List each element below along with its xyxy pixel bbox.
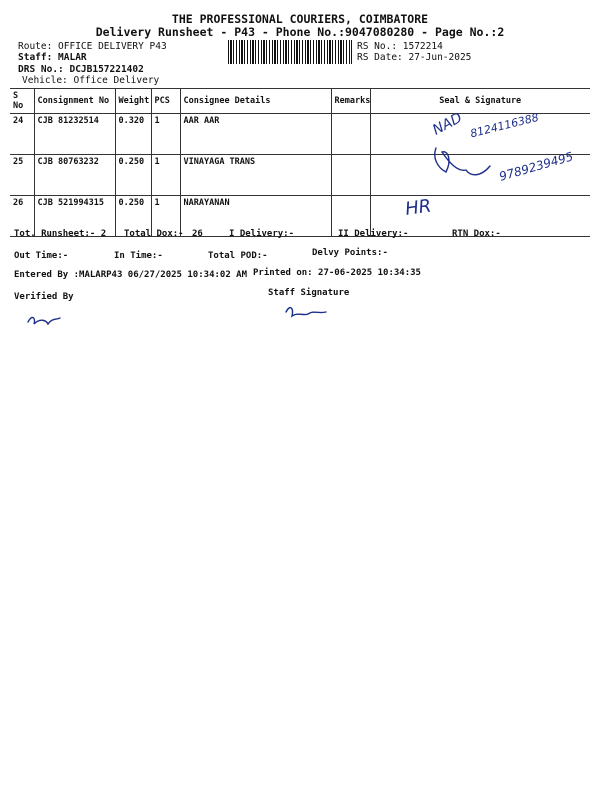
staff-label: Staff: MALAR xyxy=(18,52,87,63)
rtn-dox: RTN Dox:- xyxy=(452,229,501,239)
signature-scribble xyxy=(435,148,490,175)
cell-consignee: VINAYAGA TRANS xyxy=(180,155,331,196)
rs-number: RS No.: 1572214 xyxy=(357,41,443,52)
runsheet-title: Delivery Runsheet - P43 - Phone No.:9047080280 - Page No.:2 xyxy=(95,25,505,39)
cell-consignment: CJB 80763232 xyxy=(34,155,115,196)
in-time: In Time:- xyxy=(114,251,163,261)
cell-weight: 0.250 xyxy=(115,155,151,196)
staff-signature-label: Staff Signature xyxy=(268,288,350,298)
col-remarks: Remarks xyxy=(331,89,370,114)
cell-sno: 25 xyxy=(10,155,34,196)
i-delivery: I Delivery:- xyxy=(229,229,295,239)
cell-pcs: 1 xyxy=(151,196,180,237)
col-sno: S No xyxy=(10,89,34,114)
cell-consignment: CJB 81232514 xyxy=(34,114,115,155)
total-pod: Total POD:- xyxy=(208,251,268,261)
cell-weight: 0.250 xyxy=(115,196,151,237)
company-name: THE PROFESSIONAL COURIERS, COIMBATORE xyxy=(171,12,429,26)
vehicle-label: Vehicle: Office Delivery xyxy=(22,75,160,86)
route-label: Route: OFFICE DELIVERY P43 xyxy=(18,41,167,52)
cell-sno: 26 xyxy=(10,196,34,237)
out-time: Out Time:- xyxy=(14,251,69,261)
verified-signature xyxy=(28,318,60,324)
entered-by: Entered By :MALARP43 06/27/2025 10:34:02 AM xyxy=(14,270,247,280)
cell-weight: 0.320 xyxy=(115,114,151,155)
handwriting-phone-2: 9789239495 xyxy=(497,149,575,184)
col-pcs: PCS xyxy=(151,89,180,114)
handwriting-phone-1: 8124116388 xyxy=(468,110,541,141)
handwriting-hr: HR xyxy=(403,195,433,220)
cell-pcs: 1 xyxy=(151,155,180,196)
cell-pcs: 1 xyxy=(151,114,180,155)
col-consignee: Consignee Details xyxy=(180,89,331,114)
drs-number: DRS No.: DCJB157221402 xyxy=(18,64,144,75)
tot-runsheet: Tot. Runsheet:- 2 xyxy=(14,229,107,239)
cell-sno: 24 xyxy=(10,114,34,155)
staff-signature-mark xyxy=(286,308,326,316)
total-dox-value: 26 xyxy=(192,229,203,239)
handwriting-nad: NAD xyxy=(430,109,465,139)
ii-delivery: II Delivery:- xyxy=(338,229,409,239)
delvy-points: Delvy Points:- xyxy=(312,248,388,258)
col-weight: Weight xyxy=(115,89,151,114)
printed-on: Printed on: 27-06-2025 10:34:35 xyxy=(253,268,421,278)
cell-consignee: AAR AAR xyxy=(180,114,331,155)
cell-consignment: CJB 521994315 xyxy=(34,196,115,237)
col-consignment: Consignment No xyxy=(34,89,115,114)
cell-consignee: NARAYANAN xyxy=(180,196,331,237)
total-dox-label: Total Dox:- xyxy=(124,229,184,239)
col-seal: Seal & Signature xyxy=(370,89,590,114)
rs-date: RS Date: 27-Jun-2025 xyxy=(357,52,472,63)
verified-by-label: Verified By xyxy=(14,292,74,302)
